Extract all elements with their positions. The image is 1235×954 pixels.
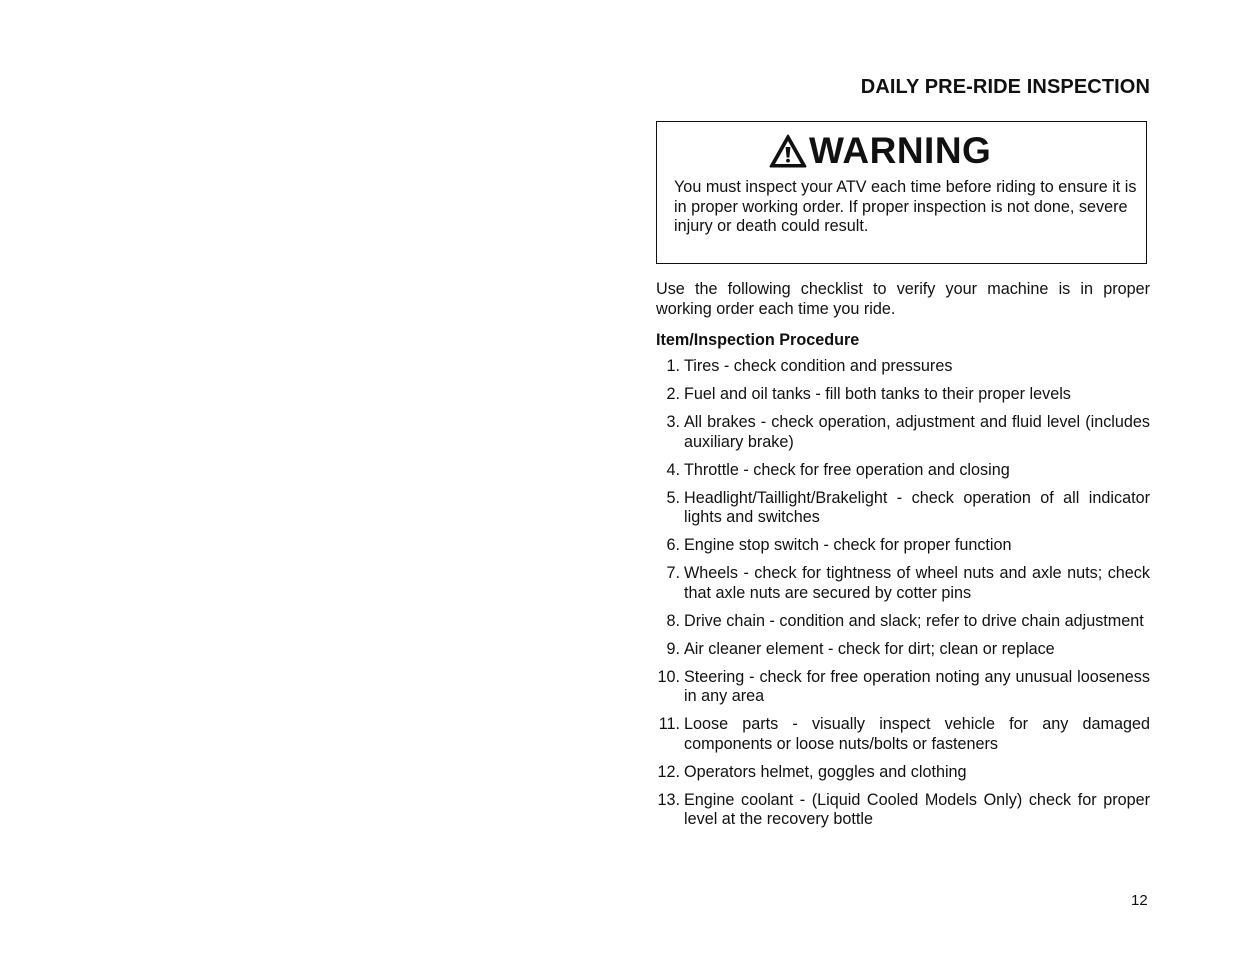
section-title: DAILY PRE-RIDE INSPECTION bbox=[860, 76, 1150, 98]
list-item: 11. Loose parts - visually inspect vehicle for any damaged components or loose nuts/bolts or fasteners bbox=[658, 715, 1150, 753]
list-item: 13. Engine coolant - (Liquid Cooled Models Only) check for proper level at the recovery bottle bbox=[657, 790, 1150, 828]
checklist-heading: Item/Inspection Procedure bbox=[656, 331, 860, 349]
list-item: 5. Headlight/Taillight/Brakelight - check operation of all indicator lights and switches bbox=[666, 488, 1150, 526]
list-item: 1. Tires - check condition and pressures bbox=[666, 357, 953, 375]
list-item: 2. Fuel and oil tanks - fill both tanks to their proper levels bbox=[666, 385, 1071, 403]
list-item: 6. Engine stop switch - check for proper function bbox=[666, 536, 1012, 554]
warning-box bbox=[656, 121, 1147, 264]
warning-label: WARNING bbox=[809, 130, 992, 171]
list-item: 7. Wheels - check for tightness of wheel nuts and axle nuts; check that axle nuts are secured by cotter pins bbox=[666, 564, 1150, 602]
list-item: 3. All brakes - check operation, adjustment and fluid level (includes auxiliary brake) bbox=[666, 413, 1150, 451]
list-item: 4. Throttle - check for free operation and closing bbox=[666, 460, 1010, 479]
intro-text: Use the following checklist to verify your machine is in proper working order each time you ride. bbox=[656, 280, 1150, 318]
list-item: 12. Operators helmet, goggles and clothing bbox=[657, 762, 967, 781]
inspection-checklist bbox=[656, 357, 1150, 838]
warning-triangle-icon bbox=[769, 134, 807, 168]
warning-heading bbox=[769, 132, 991, 169]
warning-text: You must inspect your ATV each time before riding to ensure it is in proper working order. If proper inspection is not done, severe injury or death could result. bbox=[674, 178, 1137, 235]
page-number: 12 bbox=[1131, 892, 1148, 909]
list-item: 9. Air cleaner element - check for dirt; clean or replace bbox=[666, 639, 1055, 658]
list-item: 8. Drive chain - condition and slack; refer to drive chain adjustment bbox=[666, 611, 1144, 630]
list-item: 10. Steering - check for free operation noting any unusual looseness in any area bbox=[657, 667, 1150, 705]
